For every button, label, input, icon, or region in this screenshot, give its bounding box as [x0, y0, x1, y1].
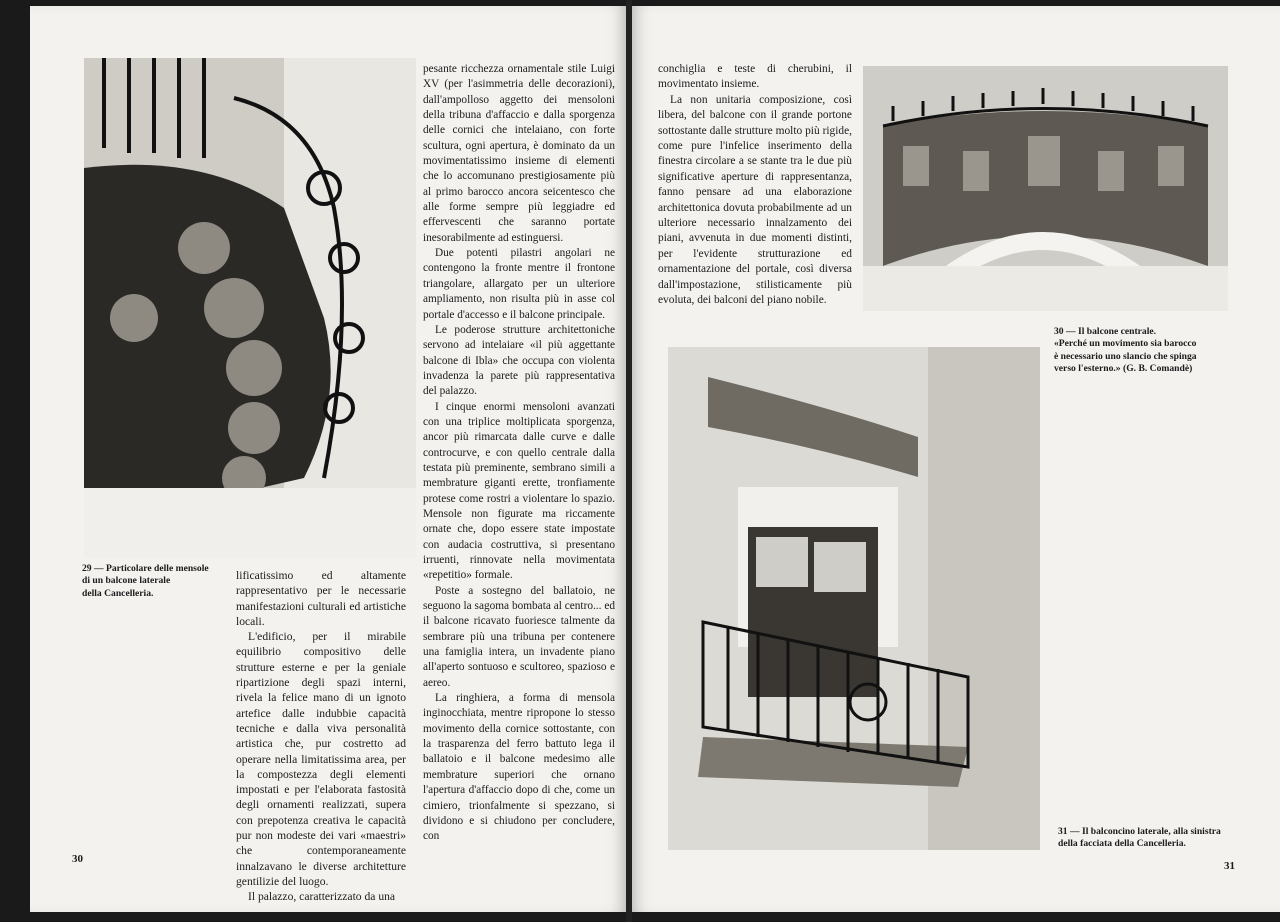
paragraph: La ringhiera, a forma di mensola inginocchiata, mentre ripropone lo stesso movimento della cornice sottostante, con la trasparenza del ferro battuto lega il ballatoio e il balcone medesimo alle membrature superiori che ornano l'apertura d'affaccio dopo di che, come un cimiero, trionfalmente si spezzano, si dividono e si chiudono per concludere, con — [423, 692, 615, 843]
page-number-left: 30 — [72, 853, 83, 865]
photo-29-balcony-brackets — [84, 58, 416, 558]
caption-30 — [1054, 326, 1254, 376]
left-column-2 — [423, 62, 615, 845]
caption-30-line: verso l'esterno.» (G. B. Comandè) — [1054, 363, 1193, 375]
paragraph: Poste a sostegno del ballatoio, ne seguono la sagoma bombata al centro... ed il balcone ricavato fuoriesce talmente da sembrare più una tribuna per contenere una famiglia intera, un invadente piano all'aperto sontuoso e scultoreo, spazioso e aereo. — [423, 584, 615, 689]
paragraph: La non unitaria composizione, così libera, del balcone con il grande portone sottostante dalle strutture molto più rigide, come pure l'infelice inserimento della finestra circolare a se stante tra le due più significative aperture di rappresentanza, fanno pensare ad una elaborazione architettonica dovuta probabilmente ad un ulteriore necessario innalzamento dei piani, avvenuta in due momenti distinti, per l'evidente strutturazione ed ornamentazione del portale, così diversa dall'impostazione, stilisticamente più evoluta, dei balconi del piano nobile. — [658, 93, 852, 307]
caption-29-line: 29 — Particolare delle mensole — [82, 563, 209, 574]
paragraph: I cinque enormi mensoloni avanzati con una triplice moltiplicata sporgenza, ancor più rimarcata dalle curve e dalle controcurve, e con quello centrale dalla testata più preminente, sembrano simili a membrature giganti erette, tronfiamente protese come rostri a violentare lo spazio. Mensole non figurate ma riccamente ornate che, dopo essere state impostate con audacia costruttiva, si presentano irruenti, rinnovate nella movimentata «repetitio» formale. — [423, 400, 615, 582]
photo-31-side-balcony — [668, 347, 1040, 850]
paragraph: Le poderose strutture architettoniche servono ad intelaiare «il più aggettante balcone di Ibla» che occupa con violenta invadenza la parete più rappresentativa del palazzo. — [423, 323, 615, 398]
paragraph: Due potenti pilastri angolari ne contengono la fronte mentre il frontone triangolare, allargato per un ulteriore ampliamento, non risulta più in asse col portale d'accesso e il balcone principale. — [423, 247, 615, 321]
paragraph: Il palazzo, caratterizzato da una — [248, 890, 396, 904]
caption-30-line: 30 — Il balcone centrale. — [1054, 326, 1157, 337]
paragraph: lificatissimo ed altamente rappresentativo per le necessarie manifestazioni culturali ed artistiche locali. — [236, 569, 406, 628]
caption-29-line: della Cancelleria. — [82, 587, 154, 599]
caption-31 — [1058, 826, 1258, 851]
caption-29-line: di un balcone laterale — [82, 575, 171, 587]
paragraph: L'edificio, per il mirabile equilibrio compositivo delle strutture esterne e per la geniale ripartizione degli spazi interni, rivela la felice mano di un ignoto artefice dalle indubbie capacità tecniche e dalla viva personalità artistica che, pur costretto ad operare nella limitatissima area, per la compostezza degli elementi impostati e per l'elaborata fastosità degli ornamenti realizzati, supera con prepotenza creativa le capacità pur non modeste dei vari «maestri» che contemporaneamente innalzavano le diverse architetture gentilizie del luogo. — [236, 630, 406, 888]
page-number-right: 31 — [1224, 860, 1235, 872]
caption-31-line: della facciata della Cancelleria. — [1058, 838, 1186, 850]
caption-30-line: «Perché un movimento sia barocco — [1054, 338, 1197, 350]
caption-30-line: è necessario uno slancio che spinga — [1054, 350, 1197, 362]
paragraph: conchiglia e teste di cherubini, il movimentato insieme. — [658, 63, 852, 91]
caption-29 — [82, 563, 232, 600]
paragraph: pesante ricchezza ornamentale stile Luigi XV (per l'asimmetria delle decorazioni), dall'ampolloso aggetto dei mensoloni della tribuna d'affaccio e dalla sporgenza delle cornici che intelaiano, con forte scultura, ogni apertura, è dominato da un movimentatissimo insieme di elementi che lo accomunano prestigiosamente più al primo barocco ancora seicentesco che alle forme sempre più leggiadre ed effervescenti che saranno portate inesorabilmente ad estinguersi. — [423, 63, 615, 244]
caption-31-line: 31 — Il balconcino laterale, alla sinistra — [1058, 826, 1221, 837]
book-gutter — [626, 0, 632, 922]
left-column-1 — [236, 568, 406, 905]
photo-30-central-balcony — [863, 66, 1228, 311]
right-column — [658, 62, 852, 309]
